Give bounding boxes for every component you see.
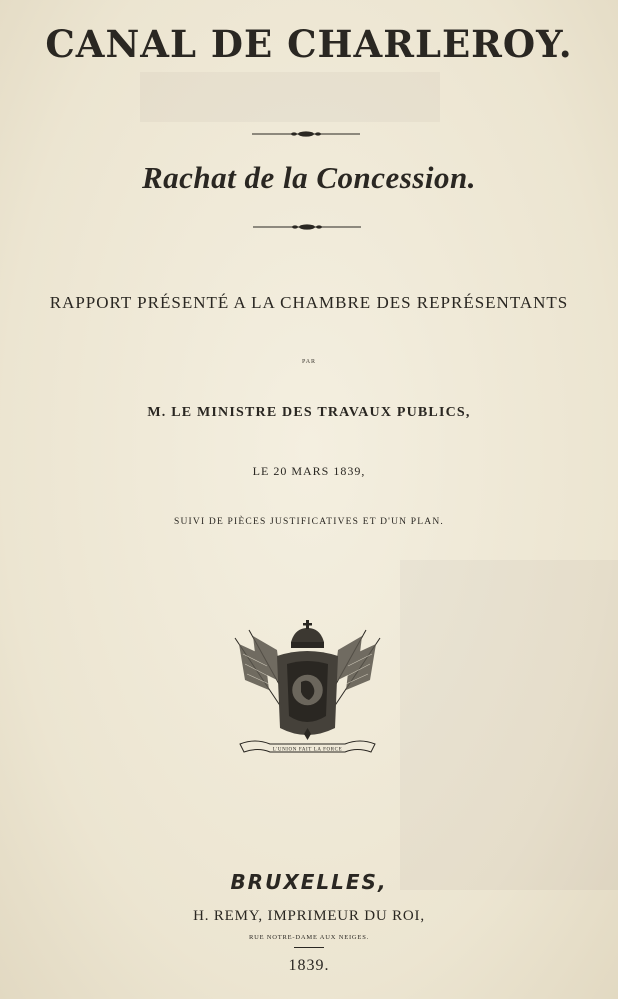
ornamental-rule-icon: [252, 130, 360, 138]
emblem-motto: L'UNION FAIT LA FORCE: [272, 747, 343, 753]
attachments-note: SUIVI DE PIÈCES JUSTIFICATIVES ET D'UN PLAN.: [174, 517, 444, 527]
printer-name: H. REMY, IMPRIMEUR DU ROI,: [193, 908, 425, 924]
printer-address: RUE NOTRE-DAME AUX NEIGES.: [248, 934, 370, 941]
par-label: PAR: [301, 359, 317, 365]
show-through-block: [400, 560, 618, 890]
ornamental-rule-icon: [253, 223, 361, 231]
minister-name: M. LE MINISTRE DES TRAVAUX PUBLICS,: [147, 405, 471, 420]
document-title: CANAL DE CHARLEROY.: [45, 22, 573, 66]
report-heading: RAPPORT PRÉSENTÉ A LA CHAMBRE DES REPRÉSENTANTS: [49, 293, 569, 312]
royal-coat-of-arms-icon: [225, 620, 390, 762]
publication-year: 1839.: [288, 957, 330, 974]
city-name: BRUXELLES,: [230, 870, 388, 894]
report-date: LE 20 MARS 1839,: [252, 464, 366, 478]
divider: [294, 947, 324, 948]
show-through-block: [140, 72, 440, 122]
document-subtitle: Rachat de la Concession.: [141, 160, 477, 195]
